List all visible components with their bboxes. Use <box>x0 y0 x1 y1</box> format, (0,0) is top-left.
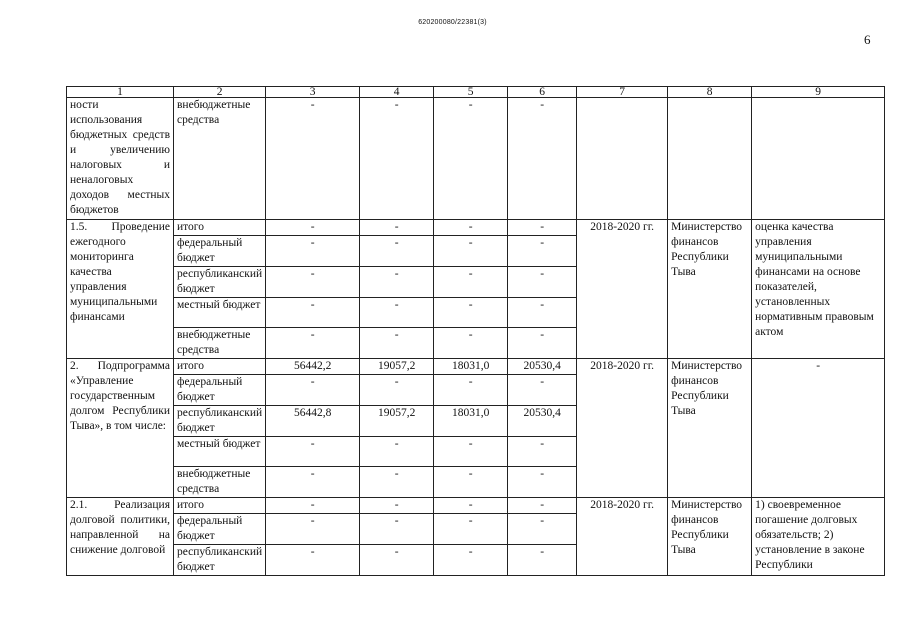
value-cell: - <box>266 236 360 267</box>
value-cell: - <box>508 328 577 359</box>
funding-source: республиканский бюджет <box>174 267 266 298</box>
value-cell: - <box>266 375 360 406</box>
table-row <box>67 498 885 514</box>
value-cell: - <box>266 545 360 576</box>
value-cell: - <box>508 98 577 220</box>
value-cell: - <box>360 220 434 236</box>
funding-source: федеральный бюджет <box>174 375 266 406</box>
value-cell: - <box>360 328 434 359</box>
value-cell: - <box>508 437 577 467</box>
program-table <box>66 86 885 576</box>
value-cell: 19057,2 <box>360 406 434 437</box>
value-cell: 56442,8 <box>266 406 360 437</box>
header-cell: 1 <box>67 87 174 98</box>
value-cell: - <box>508 220 577 236</box>
value-cell: - <box>360 514 434 545</box>
header-cell: 8 <box>668 87 752 98</box>
value-cell: - <box>508 514 577 545</box>
executor-cell <box>668 98 752 220</box>
value-cell: - <box>434 236 508 267</box>
executor-cell: Министерство финансов Республики Тыва <box>668 359 752 498</box>
value-cell: - <box>434 514 508 545</box>
value-cell: - <box>266 267 360 298</box>
value-cell: - <box>434 267 508 298</box>
table-row <box>67 98 885 220</box>
result-cell: оценка качества управления муниципальными финансами на основе показателей, установленных нормативным правовым актом <box>752 220 885 359</box>
measure-name: 2. Подпрограмма «Управление государственным долгом Республики Тыва», в том числе: <box>67 359 174 498</box>
page-number: 6 <box>864 32 871 47</box>
funding-source: федеральный бюджет <box>174 236 266 267</box>
value-cell: - <box>434 298 508 328</box>
funding-source: местный бюджет <box>174 298 266 328</box>
value-cell: 56442,2 <box>266 359 360 375</box>
funding-source: итого <box>174 498 266 514</box>
header-cell: 5 <box>434 87 508 98</box>
value-cell: - <box>434 328 508 359</box>
funding-source: федеральный бюджет <box>174 514 266 545</box>
value-cell: 19057,2 <box>360 359 434 375</box>
value-cell: - <box>266 220 360 236</box>
period-cell <box>577 98 668 220</box>
value-cell: - <box>360 375 434 406</box>
value-cell: - <box>434 375 508 406</box>
value-cell: - <box>266 514 360 545</box>
value-cell: - <box>434 467 508 498</box>
value-cell: - <box>360 437 434 467</box>
table-row <box>67 220 885 236</box>
value-cell: - <box>360 498 434 514</box>
value-cell: 18031,0 <box>434 359 508 375</box>
value-cell: - <box>360 236 434 267</box>
funding-source: внебюджетные средства <box>174 328 266 359</box>
value-cell: - <box>434 220 508 236</box>
value-cell: 20530,4 <box>508 359 577 375</box>
value-cell: - <box>266 467 360 498</box>
value-cell: - <box>434 498 508 514</box>
funding-source: итого <box>174 359 266 375</box>
value-cell: - <box>508 298 577 328</box>
value-cell: 18031,0 <box>434 406 508 437</box>
header-cell: 9 <box>752 87 885 98</box>
document-code: 620200080/22381(3) <box>418 19 487 26</box>
value-cell: - <box>360 298 434 328</box>
funding-source: местный бюджет <box>174 437 266 467</box>
period-cell: 2018-2020 гг. <box>577 220 668 359</box>
header-cell: 3 <box>266 87 360 98</box>
value-cell: - <box>508 545 577 576</box>
funding-source: итого <box>174 220 266 236</box>
result-cell: - <box>752 359 885 498</box>
header-row <box>67 87 885 98</box>
executor-cell: Министерство финансов Республики Тыва <box>668 498 752 576</box>
header-cell: 7 <box>577 87 668 98</box>
period-cell: 2018-2020 гг. <box>577 359 668 498</box>
value-cell: - <box>266 498 360 514</box>
measure-name: 1.5. Проведение ежегодного мониторинга качества управления муниципальными финансами <box>67 220 174 359</box>
funding-source: республиканский бюджет <box>174 406 266 437</box>
value-cell: - <box>434 545 508 576</box>
value-cell: - <box>266 437 360 467</box>
value-cell: - <box>360 98 434 220</box>
table-row <box>67 359 885 375</box>
value-cell: - <box>508 236 577 267</box>
measure-name: 2.1. Реализация долговой политики, направленной на снижение долговой <box>67 498 174 576</box>
measure-name: ности использования бюджетных средств и увеличению налоговых и неналоговых доходов местных бюджетов <box>67 98 174 220</box>
value-cell: - <box>360 467 434 498</box>
value-cell: - <box>266 328 360 359</box>
value-cell: - <box>508 467 577 498</box>
result-cell: 1) своевременное погашение долговых обязательств; 2) установление в законе Республики <box>752 498 885 576</box>
funding-source: внебюджетные средства <box>174 98 266 220</box>
funding-source: республиканский бюджет <box>174 545 266 576</box>
value-cell: - <box>508 375 577 406</box>
value-cell: - <box>360 267 434 298</box>
value-cell: - <box>434 98 508 220</box>
value-cell: - <box>266 98 360 220</box>
period-cell: 2018-2020 гг. <box>577 498 668 576</box>
value-cell: - <box>434 437 508 467</box>
value-cell: - <box>508 267 577 298</box>
header-cell: 2 <box>174 87 266 98</box>
value-cell: - <box>508 498 577 514</box>
header-cell: 4 <box>360 87 434 98</box>
value-cell: - <box>266 298 360 328</box>
funding-source: внебюджетные средства <box>174 467 266 498</box>
executor-cell: Министерство финансов Республики Тыва <box>668 220 752 359</box>
value-cell: 20530,4 <box>508 406 577 437</box>
value-cell: - <box>360 545 434 576</box>
header-cell: 6 <box>508 87 577 98</box>
result-cell <box>752 98 885 220</box>
